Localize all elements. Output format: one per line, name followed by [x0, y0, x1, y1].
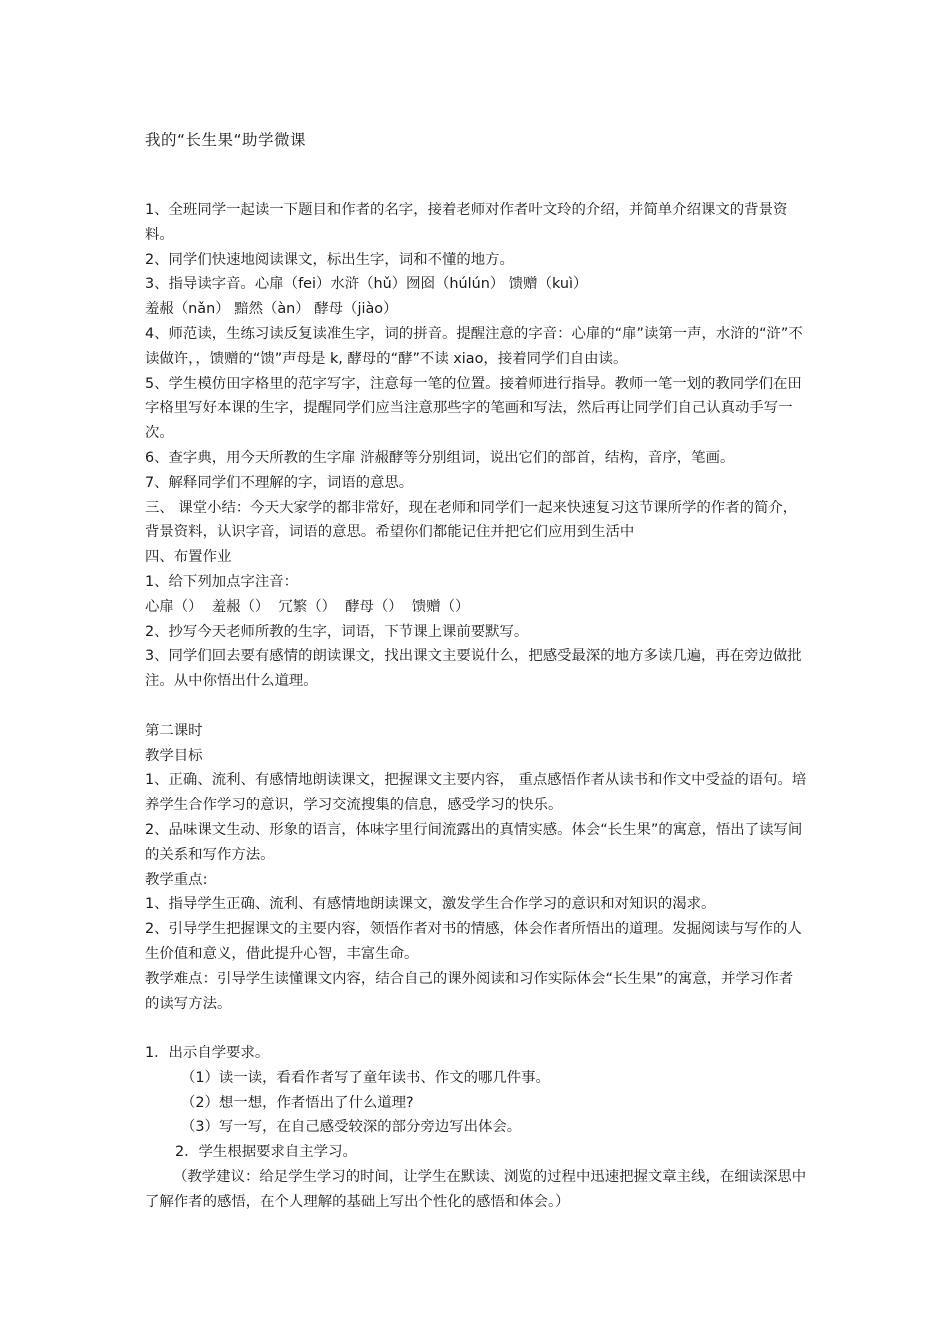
paragraph: 1、全班同学一起读一下题目和作者的名字，接着老师对作者叶文玲的介绍，并简单介绍课文的背景资料。: [145, 202, 788, 243]
sub-step: （1）读一读，看看作者写了童年读书、作文的哪几件事。: [181, 1069, 550, 1086]
paragraph: 羞赧（nǎn） 黯然（àn） 酵母（jiào）: [145, 301, 398, 318]
paragraph: 3、指导读字音。心扉（fei）水浒（hǔ）囫囵（húlún） 馈赠（kuì）: [145, 276, 588, 293]
paragraph: 1、给下列加点字注音：: [145, 573, 299, 590]
spacer: [145, 1016, 807, 1041]
key-heading: 教学重点:: [145, 871, 208, 888]
teaching-advice: （教学建议：给足学生学习的时间，让学生在默读、浏览的过程中迅速把握文章主线，在细读深思中了解作者的感悟，在个人理解的基础上写出个性化的感悟和体会。）: [145, 1169, 807, 1210]
paragraph: 四、布置作业: [145, 549, 232, 566]
paragraph: 心扉（） 羞赧（） 冗繁（） 酵母（） 馈赠（）: [145, 598, 470, 615]
paragraph: 6、查字典，用今天所教的生字扉 浒赧酵等分别组词，说出它们的部首，结构，音序，笔画。: [145, 449, 735, 466]
goals-heading: 教学目标: [145, 747, 203, 764]
paragraph: 1、指导学生正确、流利、有感情地朗读课文，激发学生合作学习的意识和对知识的渴求。: [145, 896, 716, 913]
paragraph: 1、正确、流利、有感情地朗读课文，把握课文主要内容， 重点感悟作者从读书和作文中受益的语句。培养学生合作学习的意识，学习交流搜集的信息，感受学习的快乐。: [145, 772, 807, 814]
paragraph: 3、同学们回去要有感情的朗读课文，找出课文主要说什么，把感受最深的地方多读几遍，再在旁边做批注。从中你悟出什么道理。: [145, 648, 802, 690]
step: 2．学生根据要求自主学习。: [175, 1144, 357, 1161]
paragraph: 三、 课堂小结：今天大家学的都非常好，现在老师和同学们一起来快速复习这节课所学的作者的简介，背景资料，认识字音，词语的意思。希望你们都能记住并把它们应用到生活中: [145, 499, 798, 541]
spacer: [145, 694, 807, 719]
paragraph: 2、引导学生把握课文的主要内容，领悟作者对书的情感，体会作者所悟出的道理。发掘阅读与写作的人生价值和意义，借此提升心智，丰富生命。: [145, 921, 802, 962]
sub-step: （3）写一写，在自己感受较深的部分旁边写出体会。: [181, 1119, 522, 1136]
section-heading: 第二课时: [145, 722, 203, 739]
document-title: 我的“长生果“助学微课: [145, 131, 307, 149]
paragraph: 2、品味课文生动、形象的语言，体味字里行间流露出的真情实感。体会“长生果”的寓意，悟出了读写间的关系和写作方法。: [145, 821, 803, 863]
step: 1．出示自学要求。: [145, 1045, 270, 1062]
paragraph: 教学难点：引导学生读懂课文内容，结合自己的课外阅读和习作实际体会“长生果”的寓意，并学习作者的读写方法。: [145, 970, 794, 1012]
paragraph: 4、师范读，生练习读反复读准生字，词的拼音。提醒注意的字音：心扉的“扉”读第一声，水浒的“浒”不读做许，，馈赠的“馈”声母是 k, 酵母的“酵”不读 xiao，接着同学们自由读。: [145, 325, 803, 367]
paragraph: 5、学生模仿田字格里的范字写字，注意每一笔的位置。接着师进行指导。教师一笔一划的教同学们在田字格里写好本课的生字，提醒同学们应当注意那些字的笔画和写法，然后再让同学们自己认真动手写一次。: [145, 375, 802, 442]
sub-step: （2）想一想，作者悟出了什么道理?: [181, 1094, 414, 1111]
paragraph: 2、同学们快速地阅读课文，标出生字，词和不懂的地方。: [145, 251, 514, 268]
paragraph: 2、抄写今天老师所教的生字，词语，下节课上课前要默写。: [145, 623, 529, 640]
paragraph: 7、解释同学们不理解的字，词语的意思。: [145, 474, 414, 491]
document-body: [145, 198, 807, 1215]
